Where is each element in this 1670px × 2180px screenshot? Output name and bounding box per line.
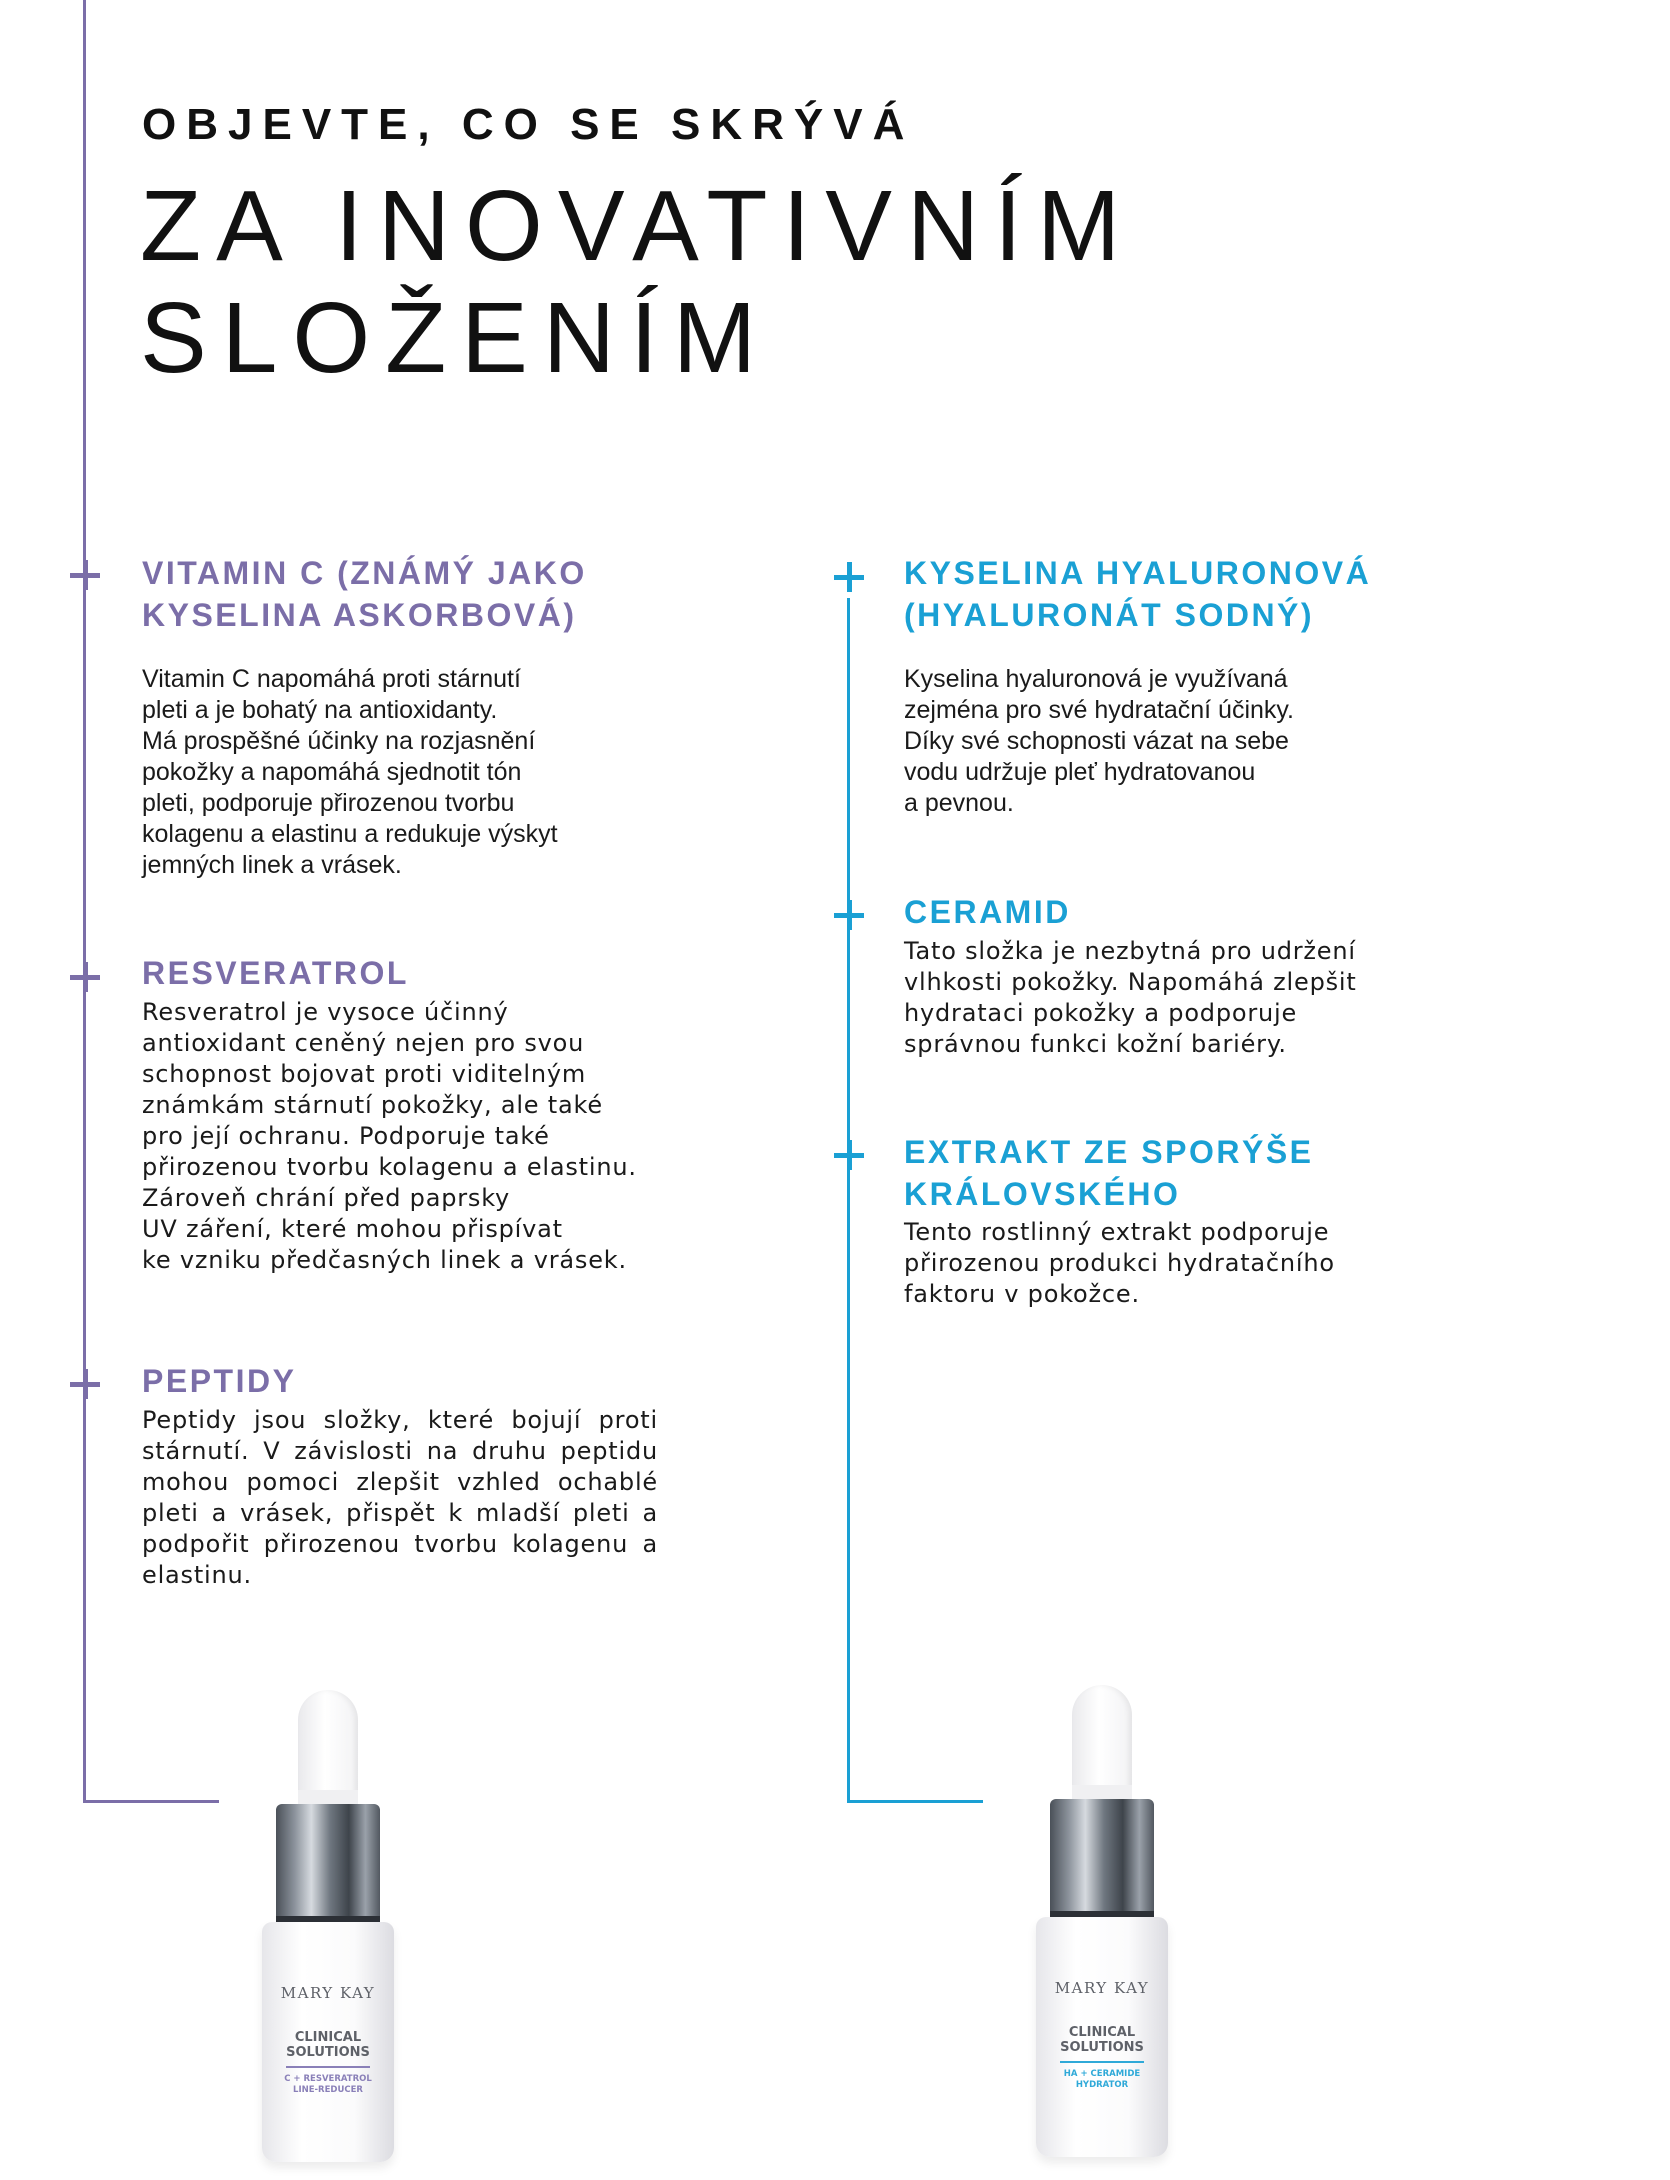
label-divider [1060,2061,1144,2063]
body-extrakt: Tento rostlinný extrakt podporuje přirozenou produkci hydratačního faktoru v pokožce. [904,1218,1335,1308]
plus-icon [834,900,864,930]
heading-ceramid: CERAMID [904,894,1071,930]
page-title: ZA INOVATIVNÍM SLOŽENÍM [140,170,1136,394]
product-bottle-c-resveratrol [248,1690,408,2180]
label-divider [286,2066,370,2068]
dropper-bulb [1072,1685,1132,1795]
brand-logo: MARY KAY [280,1984,376,2002]
product-bottle-ha-ceramide [1022,1685,1182,2175]
plus-icon [70,1369,100,1399]
plus-icon [834,562,864,592]
plus-icon [70,962,100,992]
right-timeline [847,598,850,1803]
heading-resveratrol: RESVERATROL [142,955,409,991]
heading-extrakt: EXTRAKT ZE SPORÝŠE KRÁLOVSKÉHO [904,1134,1314,1212]
heading-peptidy: PEPTIDY [142,1363,297,1399]
bottle-vial [262,1922,394,2162]
bottle-cap [276,1804,380,1922]
left-timeline-foot [83,1800,219,1803]
body-peptidy: Peptidy jsou složky, které bojují proti stárnutí. V závislosti na druhu peptidu mohou pomoci zlepšit vzhled ochablé pleti a vrásek, přispět k mladší pleti a podpořit přirozenou tvorbu kolagenu a elastinu. [142,1406,658,1589]
heading-vitamin-c: VITAMIN C (ZNÁMÝ JAKO KYSELINA ASKORBOVÁ) [142,555,587,633]
right-timeline-foot [847,1800,983,1803]
left-timeline [83,0,86,1803]
page-eyebrow: OBJEVTE, CO SE SKRÝVÁ [142,100,915,149]
product-variant: HA + CERAMIDE HYDRATOR [1063,2069,1141,2090]
plus-icon [834,1140,864,1170]
bottle-cap [1050,1799,1154,1917]
dropper-bulb [298,1690,358,1800]
plus-icon [70,560,100,590]
brand-logo: MARY KAY [1054,1979,1150,1997]
heading-kyselina-hyaluronova: KYSELINA HYALURONOVÁ (HYALURONÁT SODNÝ) [904,555,1372,633]
body-vitamin-c: Vitamin C napomáhá proti stárnutí pleti a je bohatý na antioxidanty. Má prospěšné účinky na rozjasnění pokožky a napomáhá sjednotit tón pleti, podporuje přirozenou tvorbu kolagenu a elastinu a redukuje výskyt jemných linek a vrásek. [142,665,558,879]
product-variant: C + RESVERATROL LINE-REDUCER [284,2074,372,2095]
body-resveratrol: Resveratrol je vysoce účinný antioxidant ceněný nejen pro svou schopnost bojovat proti viditelným známkám stárnutí pokožky, ale také pro její ochranu. Podporuje také přirozenou tvorbu kolagenu a elastinu. Zároveň chrání před paprsky UV záření, které mohou přispívat ke vzniku předčasných linek a vrásek. [142,998,637,1274]
body-kyselina-hyaluronova: Kyselina hyaluronová je využívaná zejména pro své hydratační účinky. Díky své schopnosti vázat na sebe vodu udržuje pleť hydratovanou a pevnou. [904,665,1295,817]
product-line: CLINICAL SOLUTIONS [1060,2025,1144,2055]
body-ceramid: Tato složka je nezbytná pro udržení vlhkosti pokožky. Napomáhá zlepšit hydrataci pokožky a podporuje správnou funkci kožní bariéry. [904,937,1357,1058]
bottle-vial [1036,1917,1168,2157]
product-line: CLINICAL SOLUTIONS [286,2030,370,2060]
